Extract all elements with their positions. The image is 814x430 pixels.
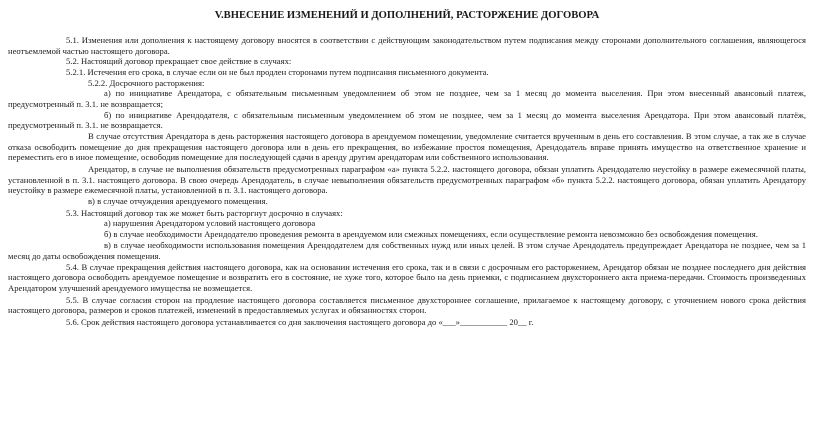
clause-5-3-v: в) в случае необходимости использования помещения Арендодателем для собственных нужд или иных целей. В этом случае Арендодатель предупреждает Арендатора не позднее, чем за 1 месяц до даты освобождения помещения. xyxy=(8,240,806,262)
clause-5-2-1: 5.2.1. Истечения его срока, в случае если он не был продлен сторонами путем подписания письменного документа. xyxy=(66,66,489,77)
clause-5-4: 5.4. В случае прекращения действия настоящего договора, как на основании истечения его срока, так и в связи с досрочным его расторжением, Арендатор обязан не позднее последнего дня действия настоящего договора освободить арендуемое помещение и возвратить его в состояние, не хуже того, которое было на день приемки, с подписанием двухстороннего акта приема-передачи. Стоимость произведенных Арендатором улучшений арендуемого имущества не возмещается. xyxy=(8,261,806,294)
clause-5-2-2-v: в) в случае отчуждения арендуемого помещения. xyxy=(88,195,268,206)
clause-5-3-a: а) нарушения Арендатором условий настоящего договора xyxy=(104,218,316,229)
clause-5-2: 5.2. Настоящий договор прекращает свое действие в случаях: xyxy=(66,56,292,67)
clause-penalty-paragraph: Арендатор, в случае не выполнения обязательств предусмотренных параграфом «а» пункта 5.2.2. настоящего договора, обязан уплатить Арендодателю неустойку в размере ежемесячной платы, установленной в п. 3.1. настоящего договора. В свою очередь Арендодатель, в случае невыполнения обязательств предусмотренных параграфом «б» пункта 5.2.2. настоящего договора, обязан уплатить Арендатору неустойку в размере ежемесячной платы, установленной в п. 3.1. настоящего договора. xyxy=(8,163,806,196)
clause-5-3: 5.3. Настоящий договор так же может быть расторгнут досрочно в случаях: xyxy=(66,207,343,218)
clause-absence-paragraph: В случае отсутствия Арендатора в день расторжения настоящего договора в арендуемом помещении, уведомление считается врученным в день его составления. В этом случае, а так же в случае отказа освободить помещение до дня прекращения настоящего договора или в день его прекращения, во избежание простоя помещения, Арендодатель вправе принять имущество на ответственное хранение и переместить его в иное помещение, освободив помещение для последующей сдачи в аренду другим арендаторам или собственного использования. xyxy=(8,130,806,163)
clause-5-6: 5.6. Срок действия настоящего договора устанавливается со дня заключения настоящего договора до «___»___________ 20__ г. xyxy=(66,317,534,328)
section-title: V.ВНЕСЕНИЕ ИЗМЕНЕНИЙ И ДОПОЛНЕНИЙ, РАСТОРЖЕНИЕ ДОГОВОРА xyxy=(214,10,600,21)
clause-5-3-b: б) в случае необходимости Арендодателю проведения ремонта в арендуемом или смежных помещениях, если осуществление ремонта невозможно без освобождения помещения. xyxy=(104,228,758,239)
clause-5-5: 5.5. В случае согласия сторон на продление настоящего договора составляется письменное двухстороннее соглашение, прилагаемое к настоящему договору, с уточнением нового срока действия настоящего договора, размеров и сроков платежей, изменений в предоставляемых услугах и обязанностях сторон. xyxy=(8,294,806,316)
clause-5-2-2-a: а) по инициативе Арендатора, с обязательным письменным уведомлением об этом не позднее, чем за 1 месяц до момента выселения. При этом внесенный авансовый платеж, предусмотренный п. 3.1. не возвращается; xyxy=(8,88,806,109)
clause-5-2-2-b: б) по инициативе Арендодателя, с обязательным письменным уведомлением об этом не позднее, чем за 1 месяц до момента выселения Арендатора. При этом авансовый платёж, предусмотренный п. 3.1. не возвращается. xyxy=(8,109,806,131)
clause-5-1: 5.1. Изменения или дополнения к настоящему договору вносятся в соответствии с действующим законодательством путем подписания между сторонами дополнительного соглашения, являющегося неотъемлемой частью настоящего договора. xyxy=(8,35,806,56)
clause-5-2-2: 5.2.2. Досрочного расторжения: xyxy=(88,77,205,88)
